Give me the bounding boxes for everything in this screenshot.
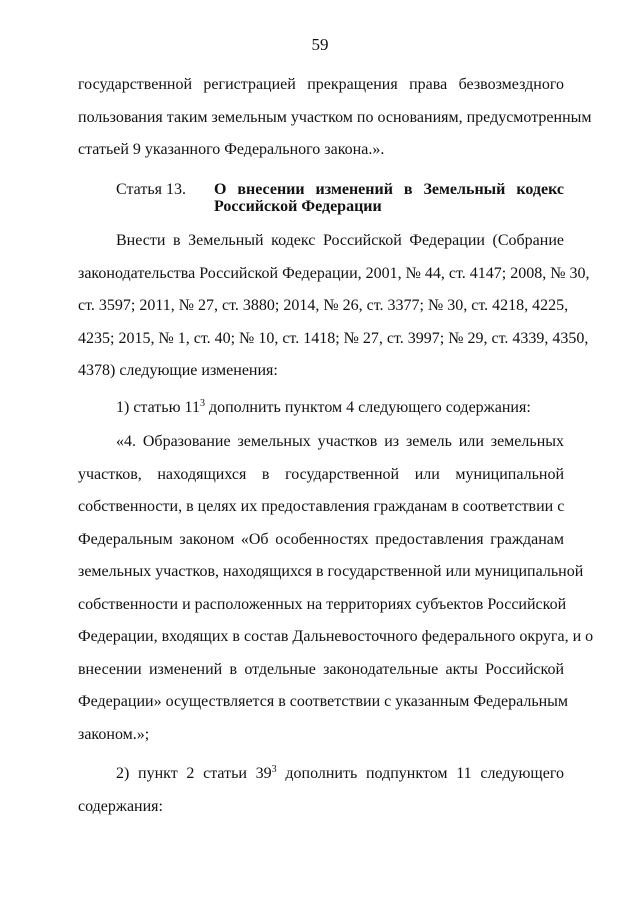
- paragraph-amendment: [78, 432, 594, 757]
- paragraph-continuation: [78, 75, 592, 173]
- page-number: 59: [311, 35, 329, 54]
- text-line: внесении изменений в отдельные законодательные акты Российской: [78, 660, 564, 678]
- text-line: содержания:: [78, 797, 163, 815]
- list-item-2: [78, 764, 564, 829]
- text-line: пользования таким земельным участком по основаниям, предусмотренным: [78, 108, 592, 126]
- text-line: 4235; 2015, № 1, ст. 40; № 10, ст. 1418; № 27, ст. 3997; № 29, ст. 4339, 4350,: [78, 329, 589, 347]
- text-line: государственной регистрацией прекращения права безвозмездного: [78, 76, 564, 93]
- article-title: [214, 181, 564, 215]
- article-title-line: О внесении изменений в Земельный кодекс: [214, 181, 564, 198]
- text-line: ст. 3597; 2011, № 27, ст. 3880; 2014, № 26, ст. 3377; № 30, ст. 4218, 4225,: [78, 297, 569, 314]
- text-line: законодательства Российской Федерации, 2001, № 44, ст. 4147; 2008, № 30,: [78, 264, 590, 282]
- text-line: Федерации, входящих в состав Дальневосточного федерального округа, и о: [78, 628, 594, 645]
- text-line: земельных участков, находящихся в государственной или муниципальной: [78, 563, 584, 580]
- article-title-line: Российской Федерации: [214, 198, 382, 215]
- text-line: [78, 398, 564, 431]
- paragraph-intro: [78, 231, 590, 394]
- text-line: собственности и расположенных на территориях субъектов Российской: [78, 595, 567, 613]
- item-text: 2) пункт 2 статьи 39: [116, 765, 272, 782]
- text-line: Внести в Земельный кодекс Российской Федерации (Собрание: [116, 232, 564, 249]
- superscript: 3: [199, 398, 205, 409]
- text-line: Федерации» осуществляется в соответствии с указанным Федеральным: [78, 693, 569, 710]
- list-item-1: [78, 398, 564, 431]
- text-line: Федеральным законом «Об особенностях предоставления гражданам: [78, 530, 564, 548]
- text-line: «4. Образование земельных участков из земель или земельных: [116, 433, 564, 450]
- text-line: законом.»;: [78, 725, 150, 743]
- item-text: 1) статью 11: [116, 399, 200, 416]
- text-line: участков, находящихся в государственной или муниципальной: [78, 465, 564, 483]
- item-text: дополнить подпунктом 11 следующего: [276, 765, 564, 782]
- text-line: собственности, в целях их предоставления гражданам в соответствии с: [78, 498, 565, 515]
- text-line: 4378) следующие изменения:: [78, 362, 278, 379]
- superscript: 3: [271, 764, 277, 775]
- item-text: дополнить пунктом 4 следующего содержания:: [204, 399, 531, 416]
- text-line: [78, 764, 564, 797]
- article-label: Статья 13.: [116, 181, 186, 198]
- text-line: статьей 9 указанного Федерального закона.».: [78, 141, 385, 158]
